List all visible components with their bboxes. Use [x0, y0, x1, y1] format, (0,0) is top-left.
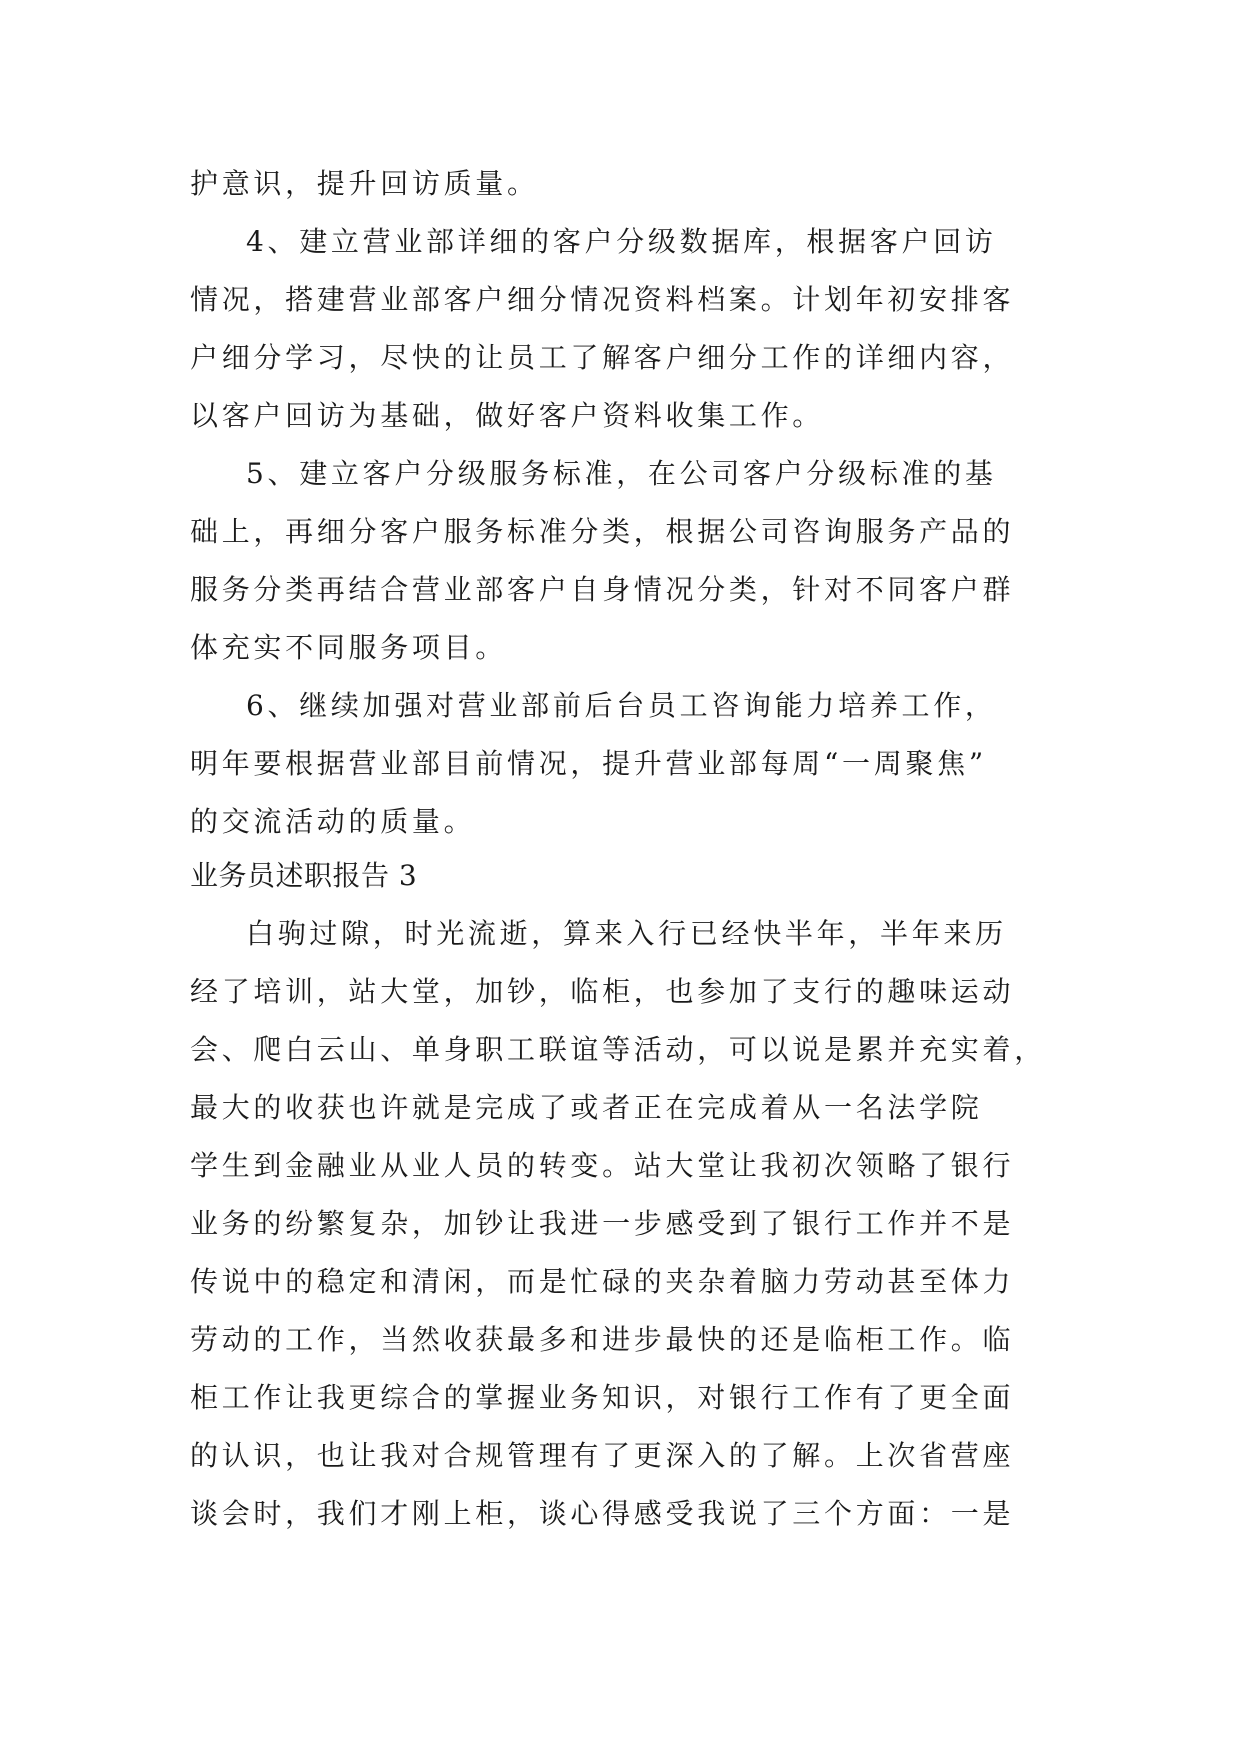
- paragraph-line: 业务的纷繁复杂，加钞让我进一步感受到了银行工作并不是: [190, 1207, 1015, 1240]
- paragraph-line: 最大的收获也许就是完成了或者正在完成着从一名法学院: [190, 1091, 983, 1124]
- paragraph-line: 柜工作让我更综合的掌握业务知识，对银行工作有了更全面: [190, 1381, 1015, 1414]
- paragraph-line: 谈会时，我们才刚上柜，谈心得感受我说了三个方面：一是: [190, 1497, 1015, 1530]
- paragraph-line: 学生到金融业从业人员的转变。站大堂让我初次领略了银行: [190, 1149, 1015, 1182]
- paragraph-line: 明年要根据营业部目前情况，提升营业部每周“一周聚焦”: [190, 747, 987, 780]
- list-item-line: 5、建立客户分级服务标准，在公司客户分级标准的基: [246, 457, 997, 490]
- paragraph-line: 情况，搭建营业部客户细分情况资料档案。计划年初安排客: [190, 283, 1015, 316]
- paragraph-line: 经了培训，站大堂，加钞，临柜，也参加了支行的趣味运动: [190, 975, 1015, 1008]
- paragraph-line: 劳动的工作，当然收获最多和进步最快的还是临柜工作。临: [190, 1323, 1015, 1356]
- list-item-line: 4、建立营业部详细的客户分级数据库，根据客户回访: [246, 225, 997, 258]
- paragraph-line: 会、爬白云山、单身职工联谊等活动，可以说是累并充实着，: [190, 1033, 1046, 1066]
- list-item-line: 6、继续加强对营业部前后台员工咨询能力培养工作，: [246, 689, 997, 722]
- paragraph-first-line: 白驹过隙，时光流逝，算来入行已经快半年，半年来历: [246, 917, 1007, 950]
- paragraph-line: 的认识，也让我对合规管理有了更深入的了解。上次省营座: [190, 1439, 1015, 1472]
- paragraph-line: 服务分类再结合营业部客户自身情况分类，针对不同客户群: [190, 573, 1015, 606]
- section-heading: 业务员述职报告 3: [190, 859, 418, 892]
- paragraph-line: 以客户回访为基础，做好客户资料收集工作。: [190, 399, 825, 432]
- paragraph-line: 户细分学习，尽快的让员工了解客户细分工作的详细内容，: [190, 341, 1015, 374]
- paragraph-line: 体充实不同服务项目。: [190, 631, 508, 664]
- paragraph-line: 传说中的稳定和清闲，而是忙碌的夹杂着脑力劳动甚至体力: [190, 1265, 1015, 1298]
- paragraph-line: 护意识，提升回访质量。: [190, 167, 539, 200]
- paragraph-line: 的交流活动的质量。: [190, 805, 476, 838]
- paragraph-line: 础上，再细分客户服务标准分类，根据公司咨询服务产品的: [190, 515, 1015, 548]
